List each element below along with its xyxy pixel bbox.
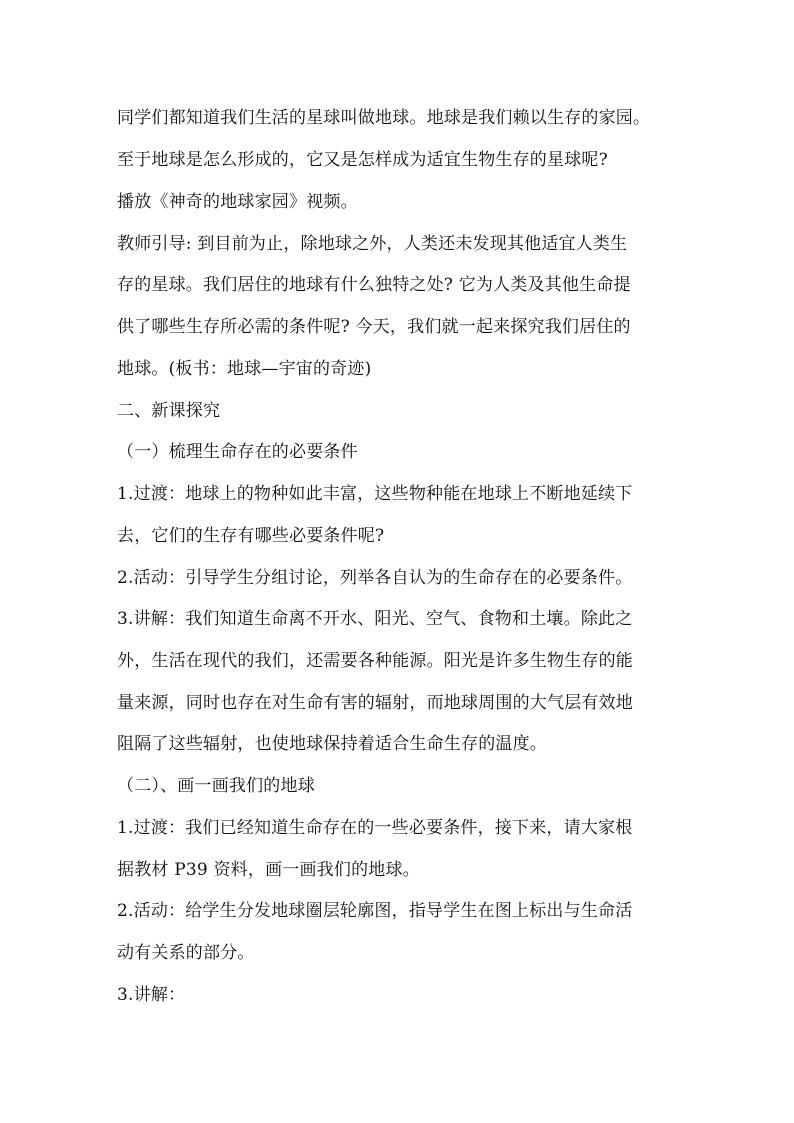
paragraph-line: 存的星球。我们居住的地球有什么独特之处? 它为人类及其他生命提 xyxy=(117,275,631,295)
paragraph-line: 同学们都知道我们生活的星球叫做地球。地球是我们赖以生存的家园。 xyxy=(117,108,651,128)
section-heading: 二、新课探究 xyxy=(117,401,221,421)
paragraph-line: 3.讲解：我们知道生命离不开水、阳光、空气、食物和土壤。除此之 xyxy=(117,609,633,629)
paragraph-line: 3.讲解： xyxy=(117,985,186,1005)
paragraph-line: 地球。(板书：地球—宇宙的奇迹) xyxy=(117,359,372,379)
paragraph-line: 1.过渡：我们已经知道生命存在的一些必要条件，接下来，请大家根 xyxy=(117,818,633,838)
paragraph-line: 教师引导: 到目前为止，除地球之外，人类还未发现其他适宜人类生 xyxy=(117,234,628,254)
paragraph-line: 据教材 P39 资料，画一画我们的地球。 xyxy=(117,860,420,880)
paragraph-line: 1.过渡：地球上的物种如此丰富，这些物种能在地球上不断地延续下 xyxy=(117,484,633,504)
subsection-heading: （二）、画一画我们的地球 xyxy=(117,776,315,796)
paragraph-line: 2.活动：给学生分发地球圈层轮廓图，指导学生在图上标出与生命活 xyxy=(117,901,633,921)
paragraph-line: 去，它们的生存有哪些必要条件呢? xyxy=(117,526,385,546)
paragraph-line: 供了哪些生存所必需的条件呢? 今天，我们就一起来探究我们居住的 xyxy=(117,317,631,337)
subsection-heading: （一）梳理生命存在的必要条件 xyxy=(117,442,358,462)
paragraph-line: 量来源，同时也存在对生命有害的辐射，而地球周围的大气层有效地 xyxy=(117,693,633,713)
paragraph-line: 动有关系的部分。 xyxy=(117,943,255,963)
paragraph-line: 外，生活在现代的我们，还需要各种能源。阳光是许多生物生存的能 xyxy=(117,651,633,671)
paragraph-line: 阻隔了这些辐射，也使地球保持着适合生命生存的温度。 xyxy=(117,734,547,754)
paragraph-line: 至于地球是怎么形成的，它又是怎样成为适宜生物生存的星球呢? xyxy=(117,150,608,170)
paragraph-line: 播放《神奇的地球家园》视频。 xyxy=(117,192,358,212)
paragraph-line: 2.活动：引导学生分组讨论，列举各自认为的生命存在的必要条件。 xyxy=(117,568,633,588)
